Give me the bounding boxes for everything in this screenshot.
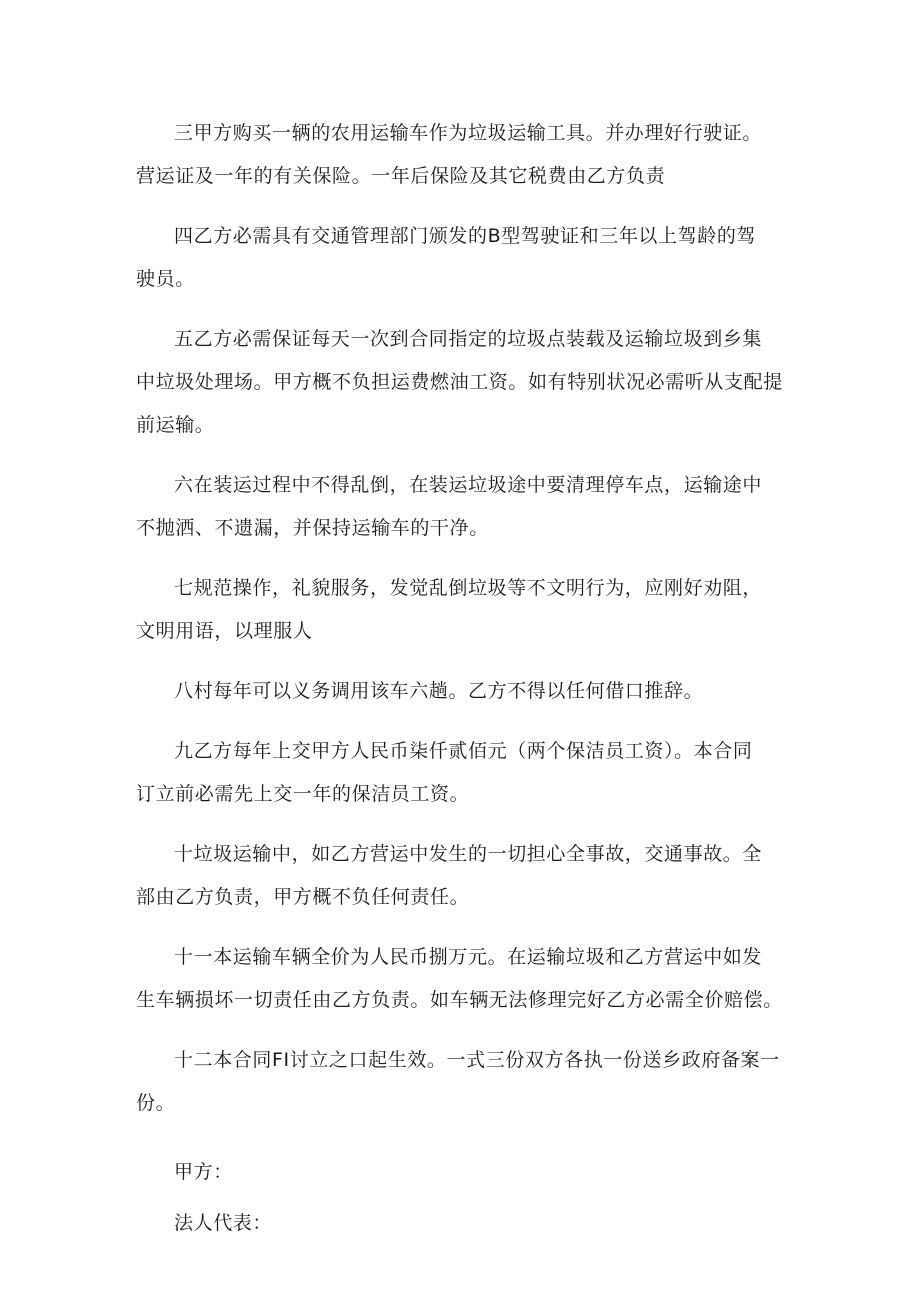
clause-12-line-1: 十二本合同FI讨立之口起生效。一式三份双方各执一份送乡政府备案一 [174, 1049, 780, 1071]
clause-6 [136, 464, 796, 550]
clause-12-line-2: 份。 [136, 1092, 176, 1114]
clause-4 [136, 215, 796, 301]
clause-5-line-2: 中垃圾处理场。甲方概不负担运费燃油工资。如有特别状况必需听从支配提 [136, 371, 783, 393]
signature-block [136, 1151, 796, 1245]
clause-9-line-2: 订立前必需先上交一年的保洁员工资。 [136, 783, 470, 805]
legal-representative-label: 法人代表： [174, 1212, 273, 1234]
clause-6-line-1: 六在装运过程中不得乱倒，在装运垃圾途中要清理停车点，运输途中 [174, 474, 763, 496]
clause-3-line-1: 三甲方购买一辆的农用运输车作为垃圾运输工具。并办理好行驶证。 [174, 122, 763, 144]
clause-11 [136, 936, 796, 1022]
clause-4-line-2: 驶员。 [136, 268, 195, 290]
clause-11-line-2: 生车辆损坏一切责任由乙方负责。如车辆无法修理完好乙方必需全价赔偿。 [136, 989, 783, 1011]
clause-5 [136, 318, 796, 447]
clause-10-line-2: 部由乙方负责，甲方概不负任何责任。 [136, 886, 470, 908]
clause-10-line-1: 十垃圾运输中，如乙方营运中发生的一切担心全事故，交通事故。全 [174, 843, 763, 865]
contract-body [136, 112, 796, 1245]
clause-5-line-3: 前运输。 [136, 414, 215, 436]
clause-9-line-1: 九乙方每年上交甲方人民币柒仟贰佰元（两个保洁员工资）。本合同 [174, 740, 753, 762]
clause-8-line-1: 八村每年可以义务调用该车六趟。乙方不得以任何借口推辞。 [174, 680, 704, 702]
clause-3-line-2: 营运证及一年的有关保险。一年后保险及其它税费由乙方负责 [136, 165, 666, 187]
clause-7-line-2: 文明用语，以理服人 [136, 620, 313, 642]
clause-3 [136, 112, 796, 198]
clause-12 [136, 1039, 796, 1125]
clause-7 [136, 567, 796, 653]
clause-8 [136, 670, 796, 713]
party-a-label: 甲方： [174, 1161, 233, 1183]
clause-5-line-1: 五乙方必需保证每天一次到合同指定的垃圾点装载及运输垃圾到乡集 [174, 328, 763, 350]
clause-6-line-2: 不抛洒、不遗漏，并保持运输车的干净。 [136, 517, 489, 539]
clause-10 [136, 833, 796, 919]
clause-11-line-1: 十一本运输车辆全价为人民币捌万元。在运输垃圾和乙方营运中如发 [174, 946, 763, 968]
clause-9 [136, 730, 796, 816]
clause-4-line-1: 四乙方必需具有交通管理部门颁发的B型驾驶证和三年以上驾龄的驾 [174, 225, 757, 247]
clause-7-line-1: 七规范操作，礼貌服务，发觉乱倒垃圾等不文明行为，应刚好劝阻， [174, 577, 763, 599]
